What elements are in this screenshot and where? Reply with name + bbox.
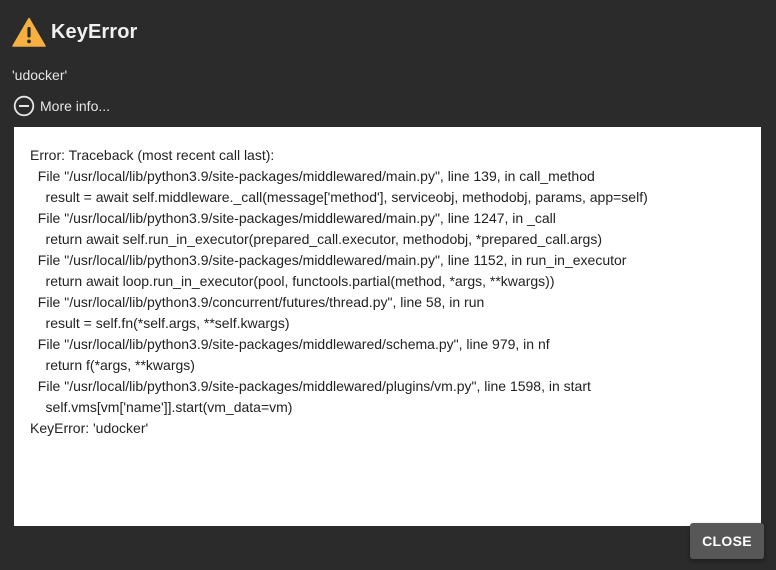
collapse-minus-icon <box>13 95 35 117</box>
error-message: 'udocker' <box>12 67 68 83</box>
traceback-line: File "/usr/local/lib/python3.9/site-packages/middlewared/main.py", line 139, in call_method <box>30 168 595 184</box>
traceback-line: File "/usr/local/lib/python3.9/site-packages/middlewared/main.py", line 1247, in _call <box>30 210 556 226</box>
more-info-toggle[interactable] <box>13 95 110 117</box>
traceback-line: Error: Traceback (most recent call last): <box>30 147 275 163</box>
dialog-title: KeyError <box>51 20 138 43</box>
dialog-header <box>12 16 137 48</box>
traceback-line: File "/usr/local/lib/python3.9/site-packages/middlewared/plugins/vm.py", line 1598, in start <box>30 378 591 394</box>
warning-icon <box>12 17 46 47</box>
traceback-panel <box>14 127 761 526</box>
traceback-line: KeyError: 'udocker' <box>30 420 149 436</box>
traceback-line: File "/usr/local/lib/python3.9/site-packages/middlewared/main.py", line 1152, in run_in_executor <box>30 252 627 268</box>
more-info-label: More info... <box>40 98 111 114</box>
traceback-line: File "/usr/local/lib/python3.9/concurrent/futures/thread.py", line 58, in run <box>30 294 485 310</box>
close-button[interactable]: CLOSE <box>690 523 764 559</box>
traceback-line: return await self.run_in_executor(prepared_call.executor, methodobj, *prepared_call.args) <box>30 231 602 247</box>
traceback-line: return await loop.run_in_executor(pool, functools.partial(method, *args, **kwargs)) <box>30 273 555 289</box>
traceback-line: return f(*args, **kwargs) <box>30 357 195 373</box>
traceback-line: self.vms[vm['name']].start(vm_data=vm) <box>30 399 293 415</box>
traceback-line: result = await self.middleware._call(message['method'], serviceobj, methodobj, params, app=self) <box>30 189 648 205</box>
traceback-line: result = self.fn(*self.args, **self.kwargs) <box>30 315 290 331</box>
traceback-line: File "/usr/local/lib/python3.9/site-packages/middlewared/schema.py", line 979, in nf <box>30 336 550 352</box>
